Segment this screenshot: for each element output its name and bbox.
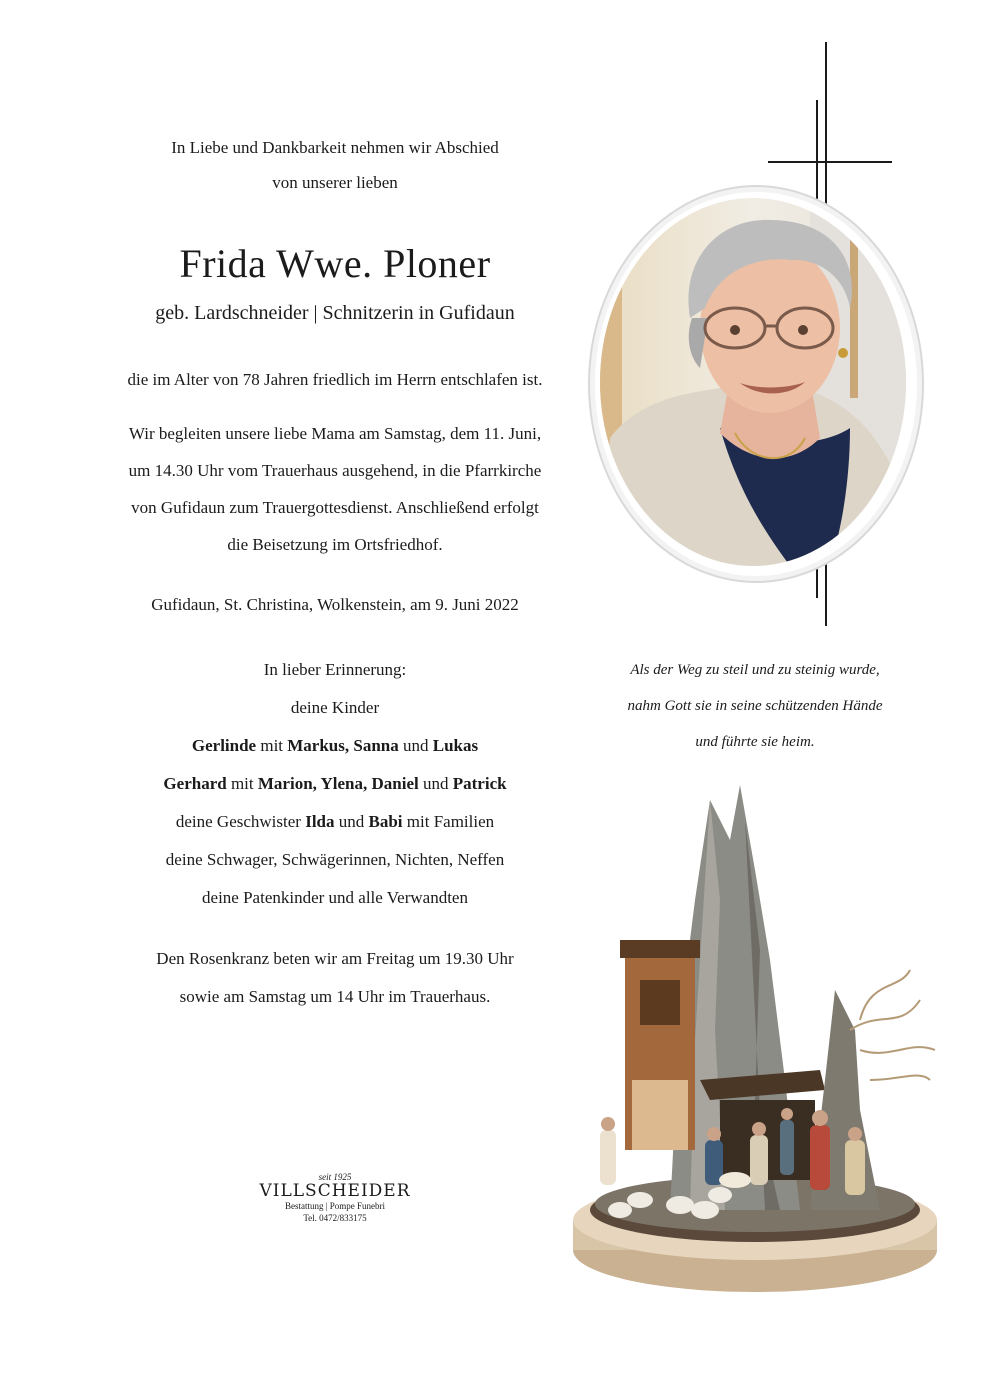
quote-line-3: und führte sie heim.	[695, 734, 815, 750]
deceased-subtitle: geb. Lardschneider | Schnitzerin in Gufidaun	[155, 302, 515, 324]
rosary-line-1: Den Rosenkranz beten wir am Freitag um 19.30 Uhr	[156, 949, 514, 968]
rosary-line-2: sowie am Samstag um 14 Uhr im Trauerhaus.	[179, 987, 491, 1006]
logo-phone: Tel. 0472/833175	[303, 1213, 367, 1223]
funeral-home-logo	[235, 1172, 435, 1224]
kids-label: deine Kinder	[290, 698, 380, 717]
intro-line-2: von unserer lieben	[272, 173, 398, 192]
mourners-row-1: Gerlinde mit Markus, Sanna und Lukas	[191, 736, 479, 755]
place-date: Gufidaun, St. Christina, Wolkenstein, am 9. Juni 2022	[151, 595, 519, 614]
passing-text: die im Alter von 78 Jahren friedlich im Herrn entschlafen ist.	[127, 370, 543, 389]
nativity-scene-image	[560, 780, 950, 1300]
quote-line-2: nahm Gott sie in seine schützenden Hände	[627, 698, 883, 714]
cross-horizontal-line	[768, 161, 892, 163]
mourners-row-4: deine Schwager, Schwägerinnen, Nichten, Neffen	[165, 850, 505, 869]
logo-brand: VILLSCHEIDER	[259, 1181, 411, 1201]
mourners-row-5: deine Patenkinder und alle Verwandten	[202, 888, 468, 907]
quote-line-1: Als der Weg zu steil und zu steinig wurde,	[630, 662, 880, 678]
deceased-name: Frida Wwe. Ploner	[179, 241, 491, 286]
logo-established: seit 1925	[318, 1172, 352, 1182]
mourners-row-3: deine Geschwister Ilda und Babi mit Familien	[175, 812, 495, 831]
funeral-line-2: um 14.30 Uhr vom Trauerhaus ausgehend, in die Pfarrkirche	[128, 461, 542, 480]
funeral-line-3: von Gufidaun zum Trauergottesdienst. Anschließend erfolgt	[131, 498, 539, 517]
mourners-row-2: Gerhard mit Marion, Ylena, Daniel und Patrick	[163, 774, 507, 793]
intro-line-1: In Liebe und Dankbarkeit nehmen wir Abschied	[171, 138, 499, 157]
funeral-line-4: die Beisetzung im Ortsfriedhof.	[227, 535, 443, 554]
logo-services: Bestattung | Pompe Funebri	[284, 1201, 386, 1211]
funeral-line-1: Wir begleiten unsere liebe Mama am Samstag, dem 11. Juni,	[128, 424, 542, 443]
mourners-heading: In lieber Erinnerung:	[263, 660, 407, 679]
portrait-photo	[600, 198, 906, 566]
